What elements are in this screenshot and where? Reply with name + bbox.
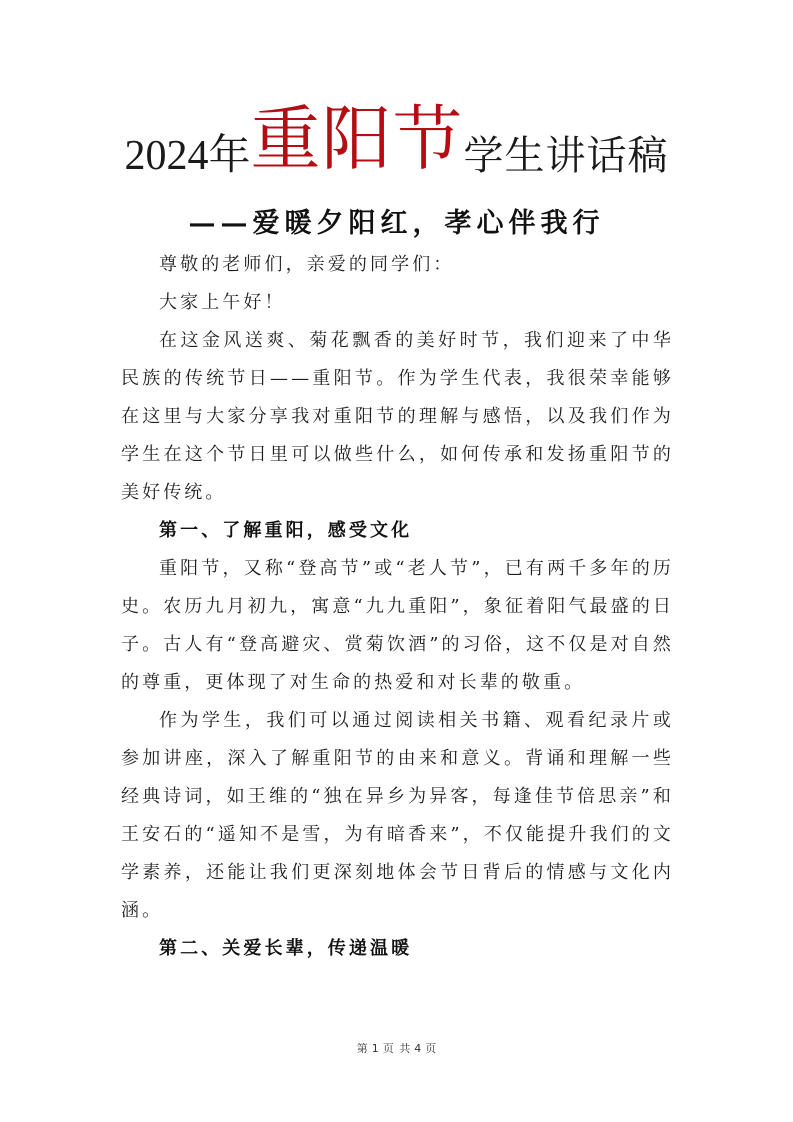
- section-heading-2: 第二、关爱长辈，传递温暖: [159, 938, 413, 959]
- section-1-paragraph-2: 作为学生，我们可以通过阅读相关书籍、观看纪录片或参加讲座，深入了解重阳节的由来和意义。背诵和理解一些经典诗词，如王维的“独在异乡为异客，每逢佳节倍思亲”和王安石的“遥知不是雪，为有暗香来”，不仅能提升我们的文学素养，还能让我们更深刻地体会节日背后的情感与文化内涵。: [121, 710, 674, 921]
- title-accent-holiday: 重阳节: [250, 98, 464, 180]
- footer-total-pages: 4: [414, 1042, 422, 1055]
- title-year: 2024年: [124, 133, 251, 179]
- page-footer: [0, 1040, 793, 1056]
- document-body: [121, 246, 674, 968]
- title-remainder: 学生讲话稿: [463, 133, 669, 179]
- footer-mid: 页 共: [382, 1042, 411, 1055]
- footer-current-page: 1: [371, 1042, 379, 1055]
- document-subtitle: ——爱暖夕阳红，孝心伴我行: [188, 208, 605, 239]
- salutation: 尊敬的老师们，亲爱的同学们：: [159, 254, 455, 275]
- footer-suffix: 页: [425, 1042, 437, 1055]
- section-heading-1: 第一、了解重阳，感受文化: [159, 520, 413, 541]
- section-1-paragraph-1: 重阳节，又称“登高节”或“老人节”，已有两千多年的历史。农历九月初九，寓意“九九重阳”，象征着阳气最盛的日子。古人有“登高避灾、赏菊饮酒”的习俗，这不仅是对自然的尊重，更体现了对生命的热爱和对长辈的敬重。: [121, 558, 674, 693]
- greeting: 大家上午好！: [159, 292, 286, 313]
- footer-prefix: 第: [356, 1042, 368, 1055]
- document-title: [0, 100, 793, 190]
- intro-paragraph: 在这金风送爽、菊花飘香的美好时节，我们迎来了中华民族的传统节日——重阳节。作为学生代表，我很荣幸能够在这里与大家分享我对重阳节的理解与感悟，以及我们作为学生在这个节日里可以做些什么，如何传承和发扬重阳节的美好传统。: [121, 330, 674, 503]
